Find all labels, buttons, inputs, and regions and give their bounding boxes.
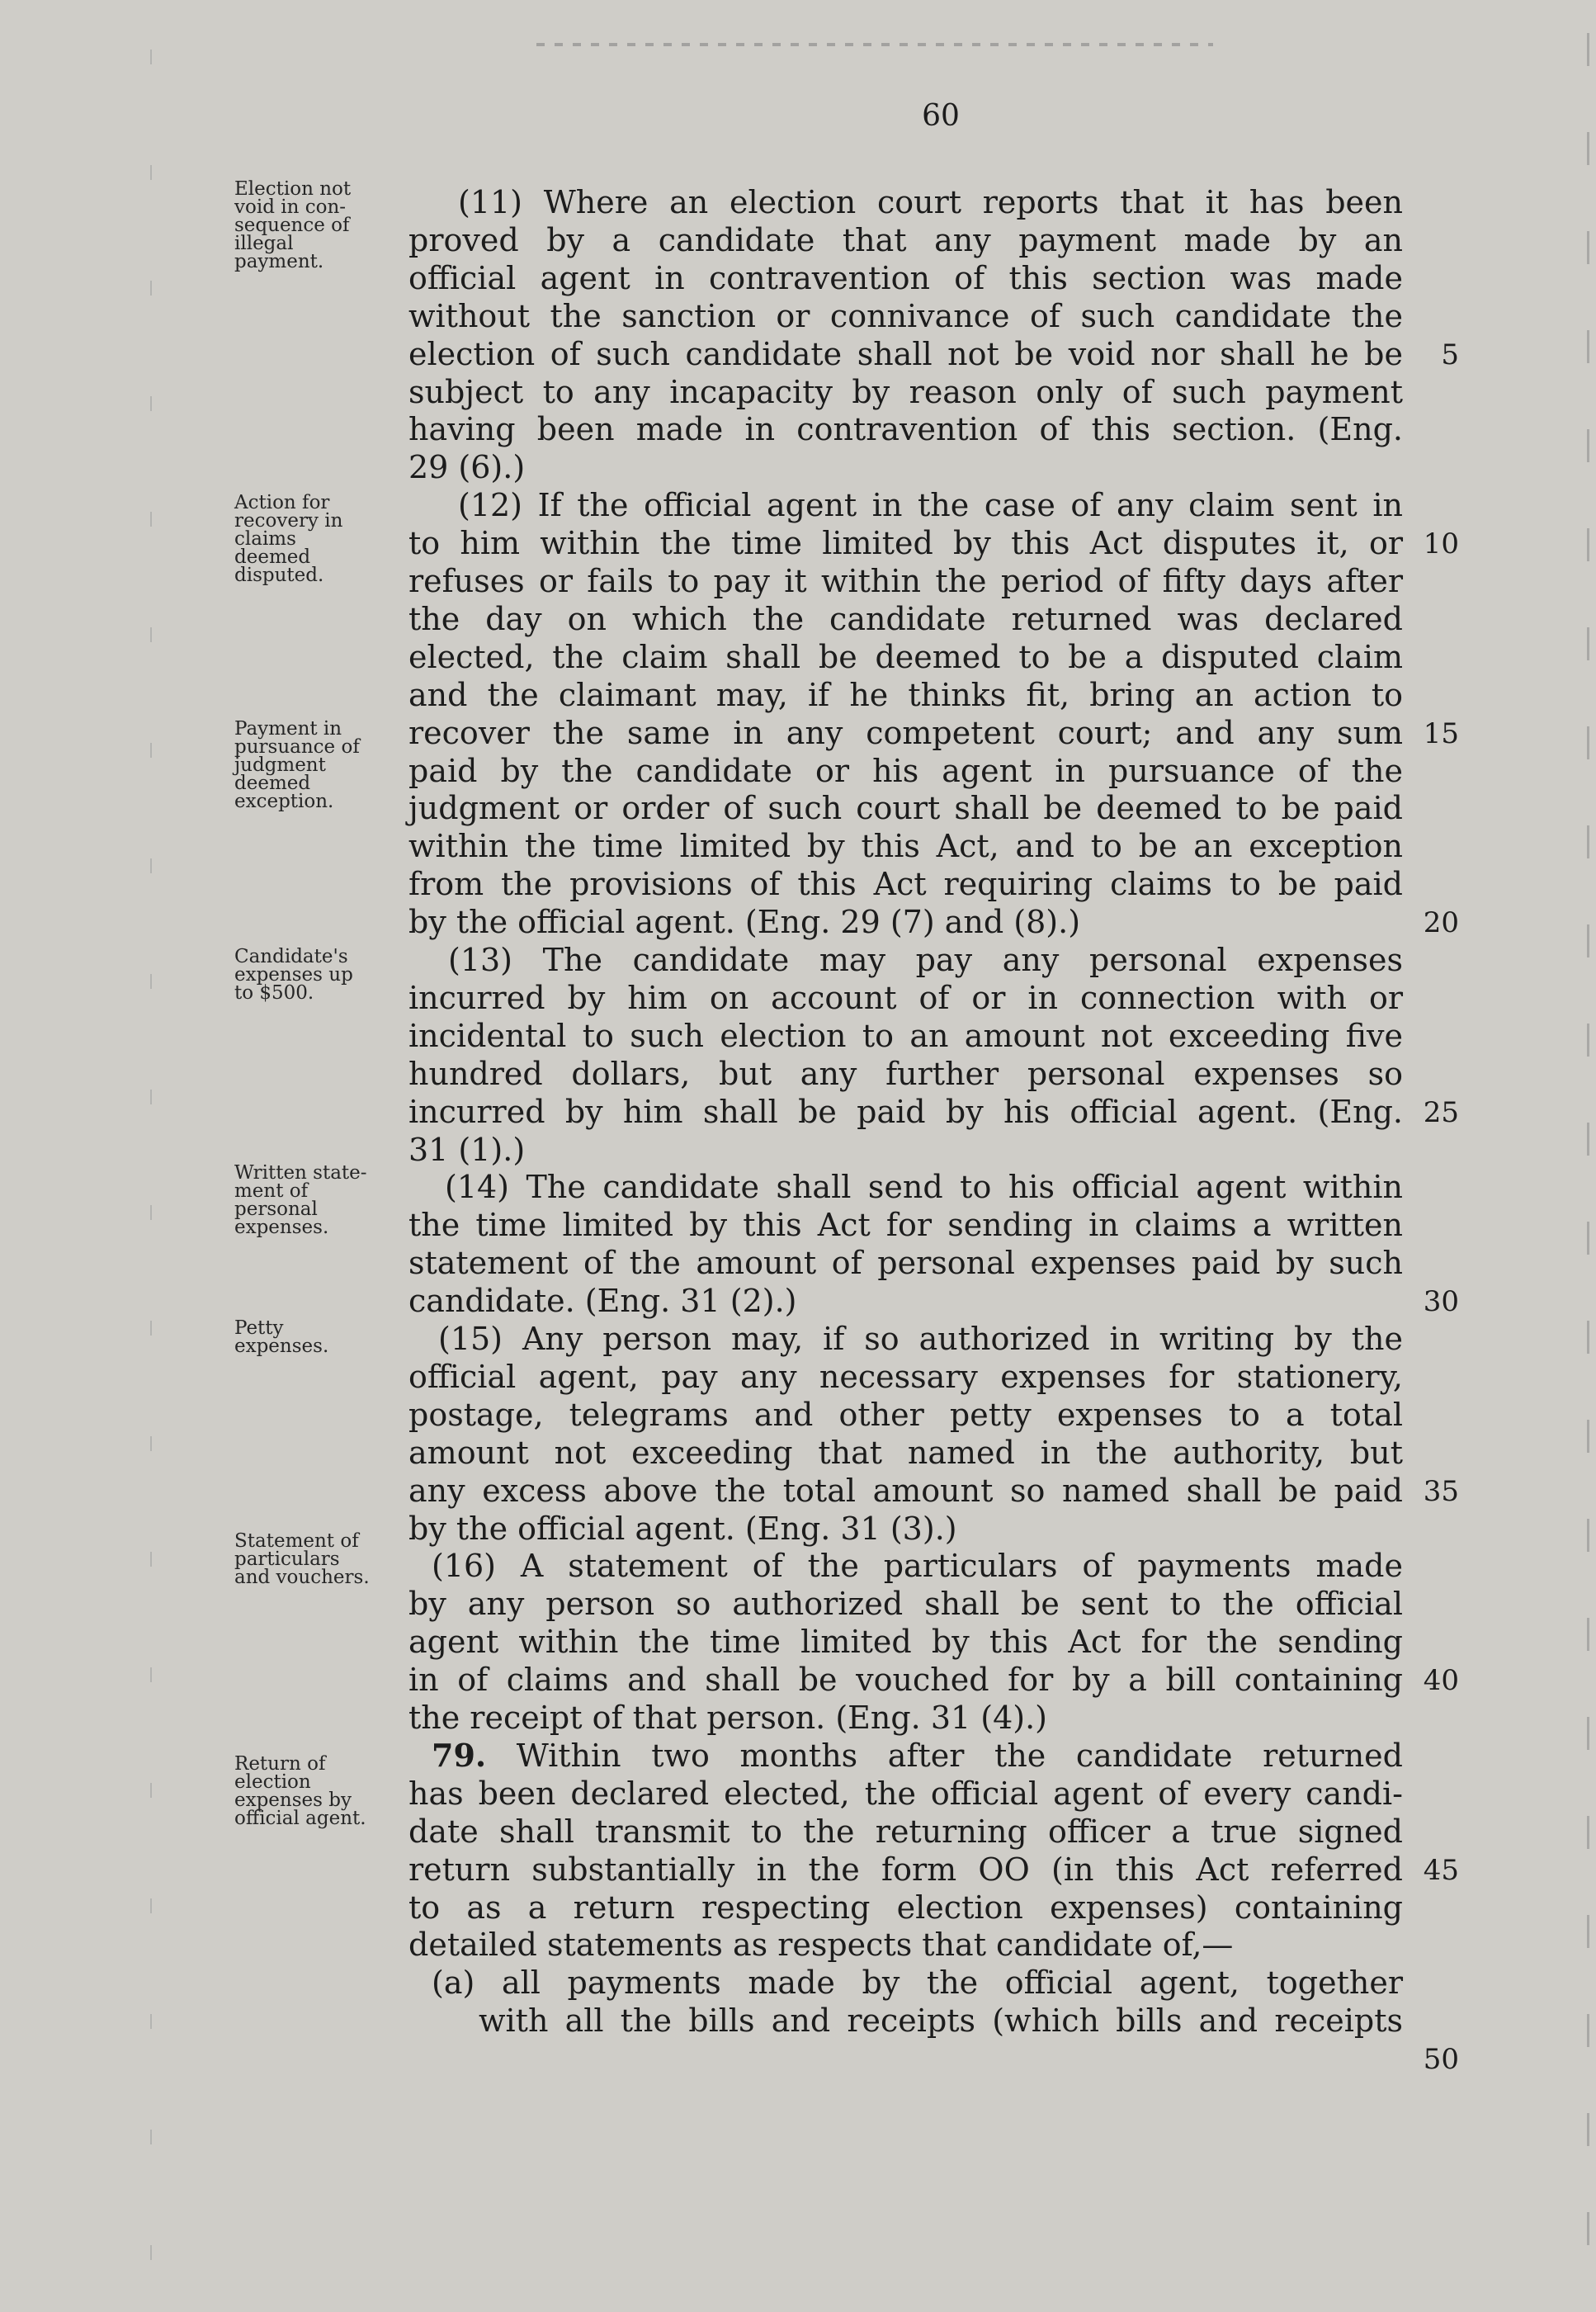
text-line: judgment or order of such court shall be deemed to be paid xyxy=(408,790,1403,827)
margin-note-line: pursuance of xyxy=(234,736,360,758)
line-number: 45 xyxy=(1423,1853,1459,1887)
margin-note-line: deemed xyxy=(234,773,311,794)
text-line: date shall transmit to the returning officer a true signed xyxy=(408,1813,1403,1850)
margin-note-written-statement xyxy=(234,1164,408,1236)
margin-note-line: claims xyxy=(234,528,296,550)
text-line: statement of the amount of personal expenses paid by such xyxy=(408,1245,1403,1282)
margin-note-line: Petty xyxy=(234,1317,284,1339)
text-line: 29 (6).) xyxy=(408,449,526,486)
margin-note-line: official agent. xyxy=(234,1808,366,1829)
scan-artifact-right xyxy=(1587,33,1589,2278)
margin-note-candidates-expenses xyxy=(234,948,408,1002)
text-line: postage, telegrams and other petty expenses to a total xyxy=(408,1396,1403,1433)
margin-note-line: and vouchers. xyxy=(234,1567,370,1588)
text-line: incurred by him shall be paid by his official agent. (Eng. xyxy=(408,1093,1403,1130)
text-line: by the official agent. (Eng. 29 (7) and (8).) xyxy=(408,904,1081,941)
text-line: incidental to such election to an amount not exceeding five xyxy=(408,1017,1403,1054)
margin-note-action-for-recovery xyxy=(234,494,408,584)
text-line: and the claimant may, if he thinks fit, bring an action to xyxy=(408,676,1403,713)
text-line: (14) The candidate shall send to his official agent within xyxy=(445,1169,1403,1206)
scan-artifact-left xyxy=(150,50,152,2278)
text-line: any excess above the total amount so named shall be paid xyxy=(408,1472,1403,1509)
text-line: (a) all payments made by the official agent, together xyxy=(432,1964,1403,2002)
text-line: recover the same in any competent court; and any sum xyxy=(408,714,1403,751)
margin-note-line: Return of xyxy=(234,1753,326,1775)
text-line: subject to any incapacity by reason only of such payment xyxy=(408,373,1403,410)
margin-note-line: exception. xyxy=(234,791,334,812)
text-line: the receipt of that person. (Eng. 31 (4).) xyxy=(408,1700,1048,1736)
text-line: (13) The candidate may pay any personal expenses xyxy=(448,942,1403,978)
margin-note-line: Statement of xyxy=(234,1530,359,1552)
text-line: detailed statements as respects that candidate of,— xyxy=(408,1927,1234,1964)
line-number: 35 xyxy=(1423,1474,1459,1508)
margin-note-payment-in-pursuance xyxy=(234,720,408,811)
section-number: 79. xyxy=(432,1736,487,1774)
margin-note-line: expenses up xyxy=(234,964,353,986)
text-line: by any person so authorized shall be sent to the official xyxy=(408,1586,1403,1623)
line-number: 30 xyxy=(1423,1285,1459,1319)
text-line: agent within the time limited by this Act for the sending xyxy=(408,1624,1403,1661)
text-line: (11) Where an election court reports that it has been xyxy=(458,184,1403,220)
text-line: has been declared elected, the official agent of every candi- xyxy=(408,1775,1403,1812)
margin-note-line: ment of xyxy=(234,1180,309,1202)
text-line: election of such candidate shall not be void nor shall he be xyxy=(408,335,1403,372)
text-line: to him within the time limited by this Act disputes it, or xyxy=(408,525,1403,562)
text-line: the time limited by this Act for sending in claims a written xyxy=(408,1207,1403,1244)
text-line: the day on which the candidate returned was declared xyxy=(408,600,1403,637)
text-line: in of claims and shall be vouched for by a bill containing xyxy=(408,1662,1403,1699)
page-number: 60 xyxy=(922,99,960,133)
text-line: from the provisions of this Act requiring claims to be paid xyxy=(408,866,1403,903)
text-line: having been made in contravention of this section. (Eng. xyxy=(408,411,1403,448)
margin-note-petty-expenses xyxy=(234,1319,408,1355)
text-line: 31 (1).) xyxy=(408,1131,526,1168)
margin-note-line: payment. xyxy=(234,251,324,272)
text-line: without the sanction or connivance of such candidate the xyxy=(408,297,1403,334)
margin-note-line: Action for xyxy=(234,492,330,513)
margin-note-line: judgment xyxy=(234,754,326,776)
text-line: candidate. (Eng. 31 (2).) xyxy=(408,1283,797,1320)
text-line: proved by a candidate that any payment made by an xyxy=(408,221,1403,258)
text-line: within the time limited by this Act, and to be an exception xyxy=(408,828,1403,865)
line-number: 25 xyxy=(1423,1095,1459,1129)
margin-note-return-of-election xyxy=(234,1755,408,1827)
margin-note-line: deemed xyxy=(234,546,311,568)
text-line: elected, the claim shall be deemed to be a disputed claim xyxy=(408,638,1403,675)
line-number: 50 xyxy=(1423,2043,1459,2077)
text-line: (15) Any person may, if so authorized in writing by the xyxy=(438,1321,1403,1357)
margin-note-line: particulars xyxy=(234,1548,340,1570)
margin-note-line: Payment in xyxy=(234,718,342,740)
margin-note-line: Candidate's xyxy=(234,946,348,967)
margin-note-line: expenses. xyxy=(234,1217,329,1238)
line-number: 5 xyxy=(1441,338,1459,371)
margin-note-line: Election not xyxy=(234,178,352,200)
text-line: incurred by him on account of or in connection with or xyxy=(408,979,1403,1016)
margin-note-line: disputed. xyxy=(234,565,324,586)
line-number: 10 xyxy=(1423,527,1459,561)
text-line: with all the bills and receipts (which bills and receipts xyxy=(479,2002,1403,2040)
margin-note-line: Written state- xyxy=(234,1162,367,1184)
text-line: (12) If the official agent in the case of any claim sent in xyxy=(458,487,1403,524)
margin-note-line: sequence of xyxy=(234,215,350,236)
line-number: 40 xyxy=(1423,1664,1459,1698)
margin-note-line: personal xyxy=(234,1199,318,1220)
text-line: paid by the candidate or his agent in pursuance of the xyxy=(408,752,1403,789)
text-line: (16) A statement of the particulars of payments made xyxy=(432,1548,1403,1585)
margin-note-line: expenses by xyxy=(234,1790,352,1811)
margin-note-election-not-void xyxy=(234,180,408,271)
text-line: to as a return respecting election expenses) containing xyxy=(408,1889,1403,1926)
margin-note-statement-of-particulars xyxy=(234,1532,408,1586)
margin-note-line: recovery in xyxy=(234,510,343,532)
margin-note-line: to $500. xyxy=(234,982,314,1004)
text-line: refuses or fails to pay it within the period of fifty days after xyxy=(408,563,1403,599)
text-line: by the official agent. (Eng. 31 (3).) xyxy=(408,1510,957,1547)
text-line: amount not exceeding that named in the authority, but xyxy=(408,1434,1403,1471)
text-line: official agent in contravention of this section was made xyxy=(408,259,1403,296)
text-line: official agent, pay any necessary expenses for stationery, xyxy=(408,1358,1403,1395)
text-line: 79. Within two months after the candidate returned xyxy=(432,1736,1403,1774)
margin-note-line: void in con- xyxy=(234,196,347,218)
text-line: return substantially in the form OO (in this Act referred xyxy=(408,1851,1403,1888)
line-number: 15 xyxy=(1423,716,1459,750)
margin-note-line: expenses. xyxy=(234,1336,329,1357)
margin-note-line: illegal xyxy=(234,233,294,254)
text-line: hundred dollars, but any further personal expenses so xyxy=(408,1055,1403,1092)
scan-artifact-top xyxy=(536,43,1213,46)
line-number: 20 xyxy=(1423,906,1459,940)
margin-note-line: election xyxy=(234,1771,311,1793)
